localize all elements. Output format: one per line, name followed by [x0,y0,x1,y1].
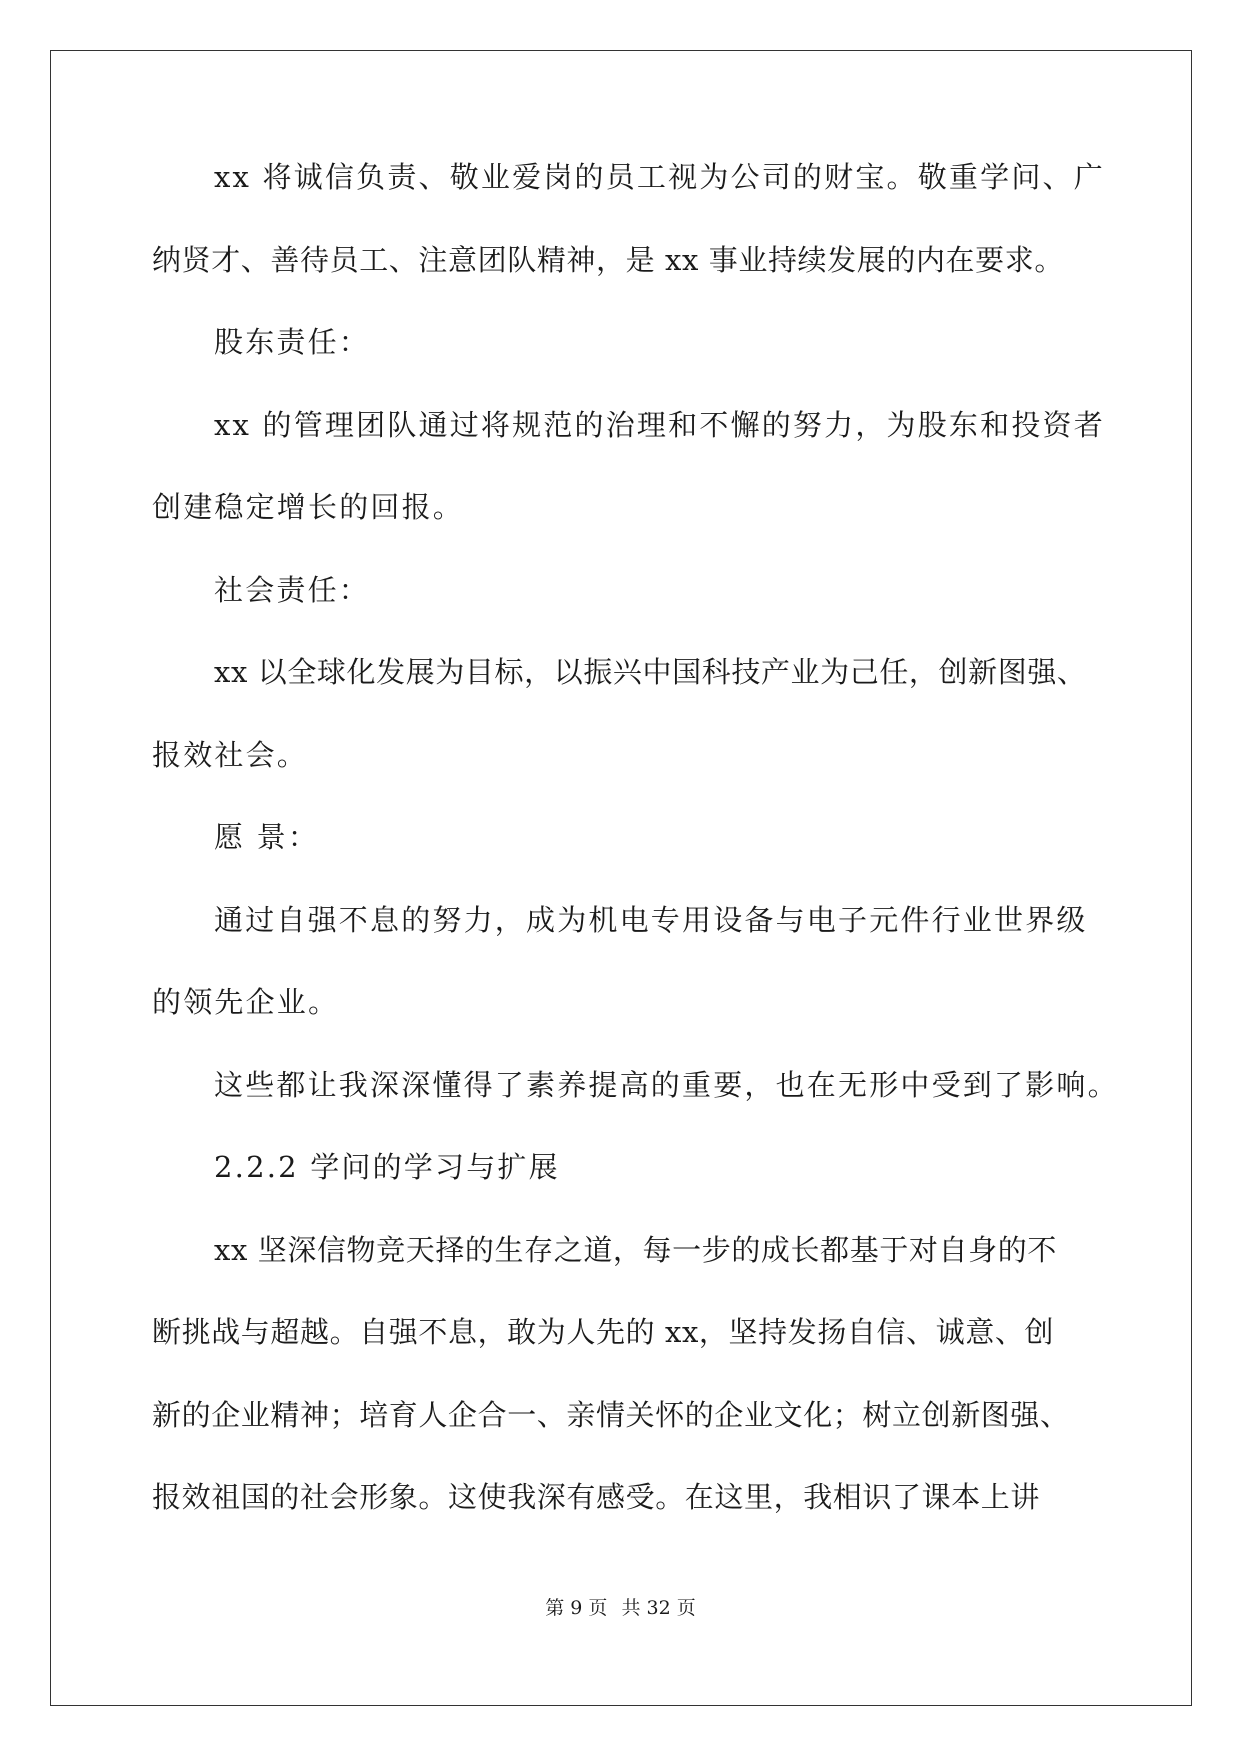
page-footer [0,1597,1241,1619]
paragraph-line: xx 以全球化发展为目标，以振兴中国科技产业为己任，创新图强、 [214,655,1087,689]
paragraph-line: 的领先企业。 [152,985,340,1019]
paragraph-line: xx 将诚信负责、敬业爱岗的员工视为公司的财宝。敬重学问、广 [214,160,1105,194]
paragraph-line: 断挑战与超越。自强不息，敢为人先的 xx，坚持发扬自信、诚意、创 [152,1315,1055,1349]
paragraph-line: xx 的管理团队通过将规范的治理和不懈的努力，为股东和投资者 [214,407,1105,442]
paragraph-line: 通过自强不息的努力，成为机电专用设备与电子元件行业世界级 [214,902,1088,937]
paragraph-line: 创建稳定增长的回报。 [152,490,465,524]
document-body [152,160,1119,1563]
paragraph-line: 报效社会。 [152,737,309,772]
paragraph-line: 报效祖国的社会形象。这使我深有感受。在这里，我相识了课本上讲 [152,1480,1041,1514]
paragraph-line: 纳贤才、善待员工、注意团队精神，是 xx 事业持续发展的内在要求。 [152,242,1064,277]
section-heading: 股东责任： [214,325,371,359]
section-heading: 社会责任： [214,572,371,607]
page-total: 共 32 页 [621,1597,696,1619]
page-number: 第 9 页 [545,1597,608,1619]
paragraph-line: 这些都让我深深懂得了素养提高的重要，也在无形中受到了影响。 [214,1067,1119,1102]
paragraph-line: 新的企业精神；培育人企合一、亲情关怀的企业文化；树立创新图强、 [152,1397,1070,1432]
section-heading: 2.2.2 学问的学习与扩展 [214,1150,560,1184]
section-heading: 愿 景： [214,820,320,854]
paragraph-line: xx 坚深信物竞天择的生存之道，每一步的成长都基于对自身的不 [214,1232,1057,1267]
